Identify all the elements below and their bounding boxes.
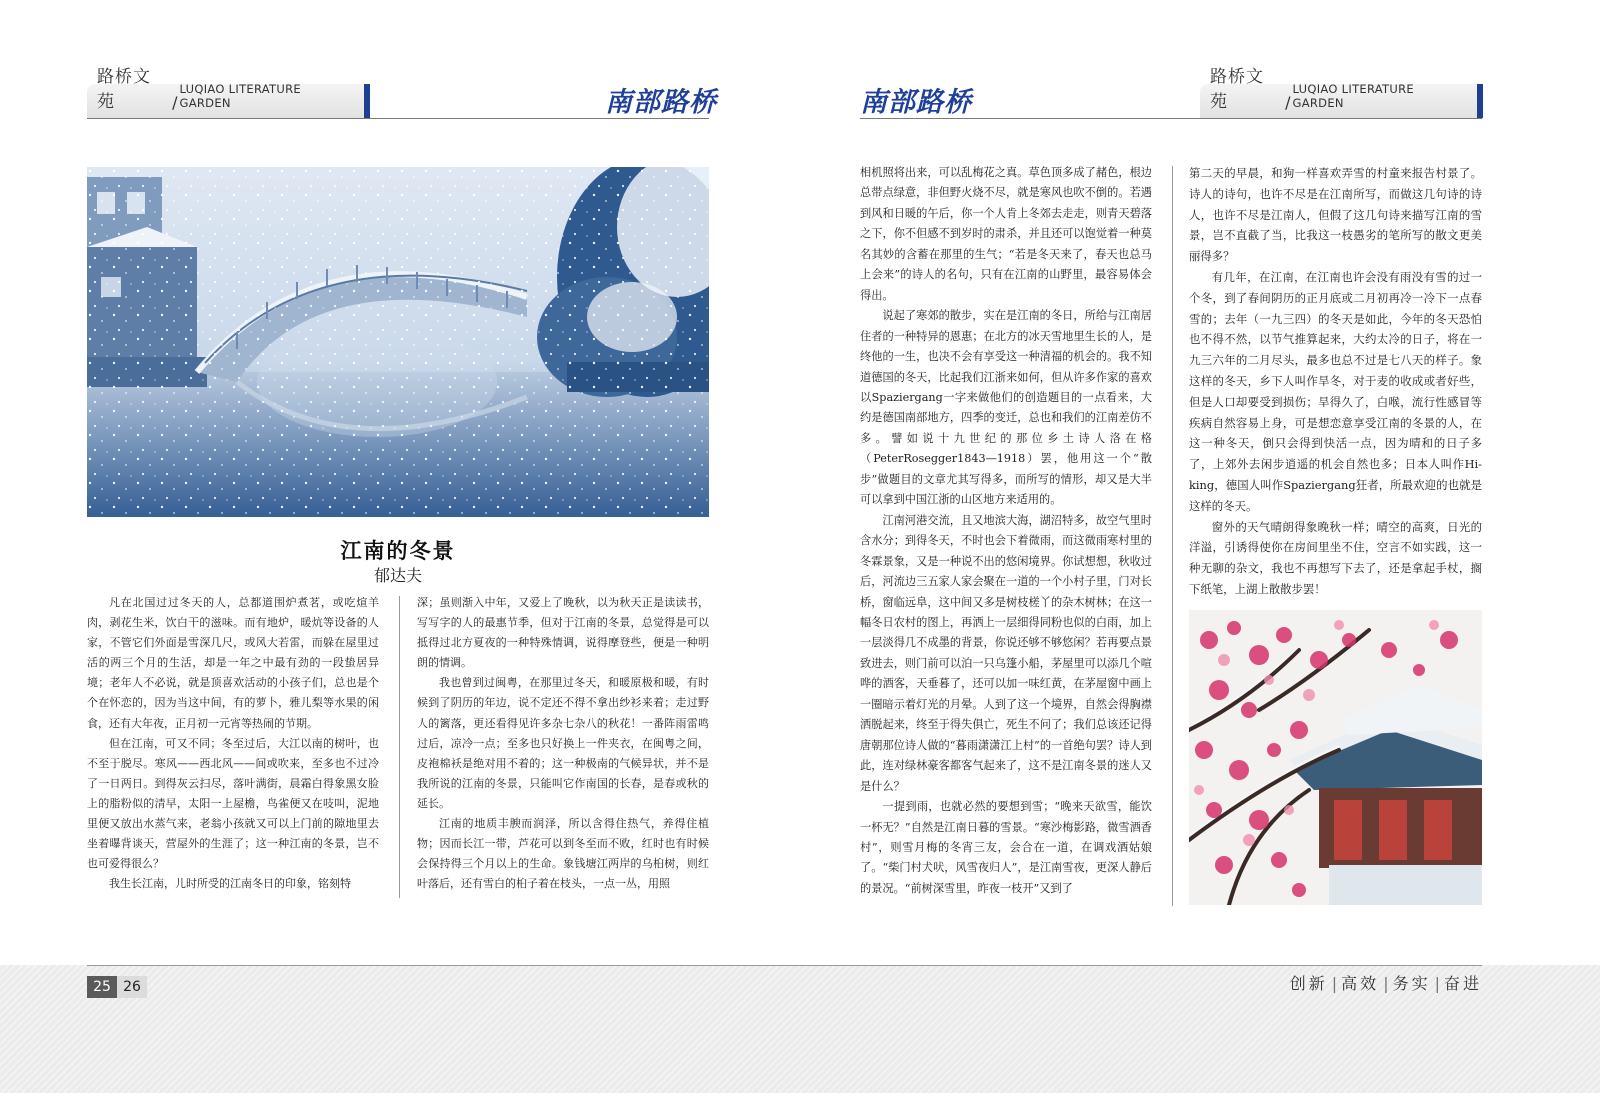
text-column-4 (1189, 163, 1482, 600)
paragraph: 第二天的早晨，和狗一样喜欢弄雪的村童来报告村景了。诗人的诗句，也许不尽是在江南所写，而做这几句诗的诗人，也许不尽是江南人，但假了这几句诗来描写江南的雪景，岂不直截了当，比我这一枝愚劣的笔所写的散文更美丽得多？ (1189, 166, 1482, 264)
snow-bridge-photo (87, 167, 709, 517)
text-column-2 (417, 593, 709, 894)
article-title: 江南的冬景 (340, 538, 456, 563)
footer-rule (87, 965, 1482, 966)
section-tab-left (87, 67, 364, 118)
section-title-en: LUQIAO LITERATURE GARDEN (1292, 82, 1414, 110)
paragraph: 凡在北国过过冬天的人，总都道围炉煮茗，或吃煊羊肉，剥花生米，饮白干的滋味。而有地炉，暖炕等设备的人家，不管它们外面是雪深几尺，或风大若雷，而躲在屋里过活的两三个月的生活，却是一年之中最有劲的一段蛰居异境；老年人不必说，就是顶喜欢活动的小孩子们，总也是个个在怀恋的，因为当这中间，有的萝卜，雅儿梨等水果的闲食，还有大年夜，正月初一元宵等热闹的节期。 (87, 596, 379, 730)
section-title-cn: 路桥文苑 (1210, 67, 1264, 112)
text-column-1 (87, 593, 379, 894)
page-number-left: 25 (87, 976, 117, 998)
article-author: 郁达夫 (373, 566, 422, 585)
slogan-word: 高效 (1341, 974, 1380, 993)
paragraph: 说起了寒郊的散步，实在是江南的冬日，所给与江南居住者的一种特异的恩惠；在北方的冰天雪地里生长的人，是终他的一生，也决不会有享受这一种清福的机会的。我不知道德国的冬天，比起我们江浙来如何，但从许多作家的喜欢以Spaziergang一字来做他们的创造题目的一点看来，大约是德国南部地方，四季的变迁，总也和我们的江南差仿不多。譬如说十九世纪的那位乡土诗人洛在格（PeterRosegger1843—1918）罢，他用这一个“散步”做题目的文章尤其写得多，而所写的情形，却又是大半可以拿到中国江浙的山区地方来适用的。 (860, 309, 1152, 507)
brand-logo-right: 南部路桥 (860, 87, 972, 118)
slogan-separator: | (1331, 974, 1338, 993)
footer-slogan (1290, 971, 1482, 994)
slogan-word: 创新 (1289, 974, 1328, 993)
slogan-word: 务实 (1392, 974, 1431, 993)
section-separator: / (172, 93, 178, 112)
paragraph: 我也曾到过闽粤，在那里过冬天，和暖原极和暖，有时候到了阴历的年边，说不定还不得不拿出纱衫来着；走过野人的篱落，更还看得见许多杂七杂八的秋花！一番阵雨雷鸣过后，凉冷一点；至多也只好换上一件夹衣，在闽粤之间，皮袍棉袄是绝对用不着的；这一种极南的气候异状，并不是我所说的江南的冬景，只能叫它作南国的长春，是春或秋的延长。 (417, 676, 709, 810)
paragraph: 窗外的天气晴朗得象晚秋一样；晴空的高爽，日光的洋溢，引诱得使你在房间里坐不住，空言不如实践，这一种无聊的杂文，我也不再想写下去了，还是拿起手杖，搁下纸笔，上湖上散散步罢！ (1189, 519, 1482, 596)
header-rule-right (860, 118, 1482, 119)
paragraph: 深；虽则渐入中年，又爱上了晚秋，以为秋天正是读读书，写写字的人的最惠节季，但对于江南的冬景，总觉得是可以抵得过北方夏夜的一种特殊情调，说得摩登些，便是一种明朗的情调。 (417, 596, 709, 670)
section-tab-accent (1477, 84, 1483, 118)
section-tab-right (1200, 67, 1477, 118)
paragraph: 相机照将出来，可以乱梅花之真。草色顶多成了赭色，根边总带点绿意，非但野火烧不尽，就是寒风也吹不倒的。若遇到风和日暖的午后，你一个人肯上冬郊去走走，则青天碧落之下，你不但感不到岁时的肃杀，并且还可以饱觉着一种莫名其妙的含蓄在那里的生气；“若是冬天来了，春天也总马上会来”的诗人的名句，只有在江南的山野里，最容易体会得出。 (860, 166, 1152, 302)
slogan-separator: | (1383, 974, 1389, 993)
right-page (800, 0, 1600, 1093)
paragraph: 有几年，在江南，在江南也许会没有雨没有雪的过一个冬，到了春间阴历的正月底或二月初再冷一冷下一点春雪的；去年（一九三四）的冬天是如此，今年的冬天恐怕也不得不然，以节气推算起来，大约太冷的日子，将在一九三六年的二月尽头，最多也总不过是七八天的样子。象这样的冬天，乡下人叫作旱冬，对于麦的收成或者好些，但是人口却要受到损伤；旱得久了，白喉，流行性感冒等疾病自然容易上身，可是想恋意享受江南的冬景的人，在这一种冬天，倒只会得到快活一点，因为晴和的日子多了，上郊外去闲步逍遥的机会自然也多；日本人叫作Hi-king，德国人叫作Spaziergang狂者，所最欢迎的也就是这样的冬天。 (1189, 269, 1482, 513)
slogan-separator: | (1434, 974, 1440, 993)
paragraph: 我生长江南，儿时所受的江南冬日的印象，铭刻特 (109, 877, 351, 891)
section-title-cn: 路桥文苑 (97, 67, 151, 112)
section-tab-accent (364, 84, 370, 118)
plum-blossom-photo (1189, 610, 1482, 905)
page-number-right: 26 (117, 976, 147, 998)
paragraph: 江南的地质丰腴而润泽，所以含得住热气，养得住植物；因而长江一带，芦花可以到冬至而不败，红时也有时候会保持得三个月以上的生命。象钱塘江两岸的乌桕树，则红叶落后，还有雪白的桕子着在枝头，一点一丛，用照 (417, 817, 709, 891)
paragraph: 一提到雨，也就必然的要想到雪；“晚来天欲雪，能饮一杯无？”自然是江南日暮的雪景。“寒沙梅影路，微雪酒香村”，则雪月梅的冬宵三友，会合在一道，在调戏酒姑娘了。“柴门村犬吠，风雪夜归人”，是江南雪夜，更深人静后的景况。“前树深雪里，昨夜一枝开”又到了 (860, 800, 1152, 895)
section-title-en: LUQIAO LITERATURE GARDEN (179, 82, 301, 110)
paragraph: 江南河港交流，且又地滨大海，湖沼特多，故空气里时含水分；到得冬天，不时也会下着微雨，而这微雨寒村里的冬霖景象，又是一种说不出的悠闲境界。你试想想，秋收过后，河流边三五家人家会聚在一道的一个小村子里，门对长桥，窗临远阜，这中间又多是树枝槎丫的杂木树林；在这一幅冬日农村的图上，再洒上一层细得同粉也似的白雨，加上一层淡得几不成墨的背景，你说还够不够悠闲？若再要点景致进去，则门前可以泊一只乌篷小船，茅屋里可以添几个喧哗的酒客，天垂暮了，还可以加一味红黄，在茅屋窗中画上一圈暗示着灯光的月晕。人到了这一个境界，自然会得胸襟洒脱起来，终至于得失俱亡，死生不问了；我们总该还记得唐朝那位诗人做的“暮雨潇潇江上村”的一首绝句罢？诗人到此，连对绿林豪客都客气起来了，这不是江南冬景的迷人又是什么？ (860, 513, 1152, 793)
column-divider (1172, 166, 1173, 906)
section-separator: / (1285, 93, 1291, 112)
text-column-3 (860, 163, 1152, 899)
brand-logo-left: 南部路桥 (605, 87, 717, 118)
paragraph: 但在江南，可又不同；冬至过后，大江以南的树叶，也不至于脱尽。寒风——西北风——间或吹来，至多也不过冷了一日两日。到得灰云扫尽，落叶满街，晨霜白得象黑女脸上的脂粉似的清早，太阳一上屋檐，鸟雀便又在吱叫，泥地里便又放出水蒸气来，老翁小孩就又可以上门前的隙地里去坐着曝背谈天，营屋外的生涯了；这一种江南的冬景，岂不也可爱得很么？ (87, 736, 379, 871)
column-divider (399, 596, 400, 898)
slogan-word: 奋进 (1443, 974, 1482, 993)
